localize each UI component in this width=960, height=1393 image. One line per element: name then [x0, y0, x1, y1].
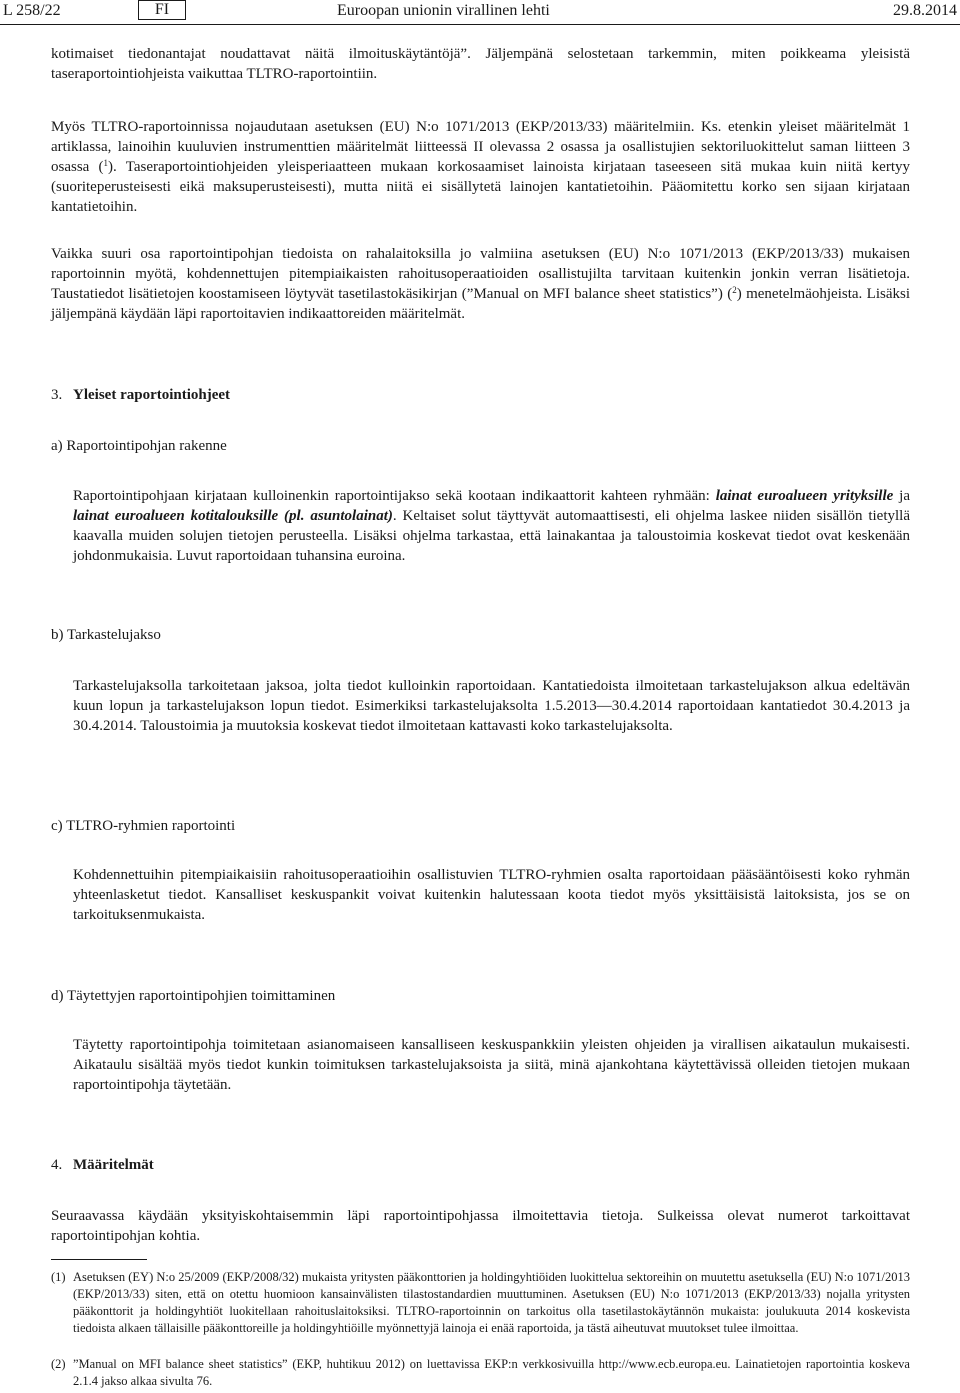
- footnote-ref-1[interactable]: 1: [103, 158, 109, 168]
- paragraph-supplementary-data: Vaikka suuri osa raportointipohjan tiedoista on rahalaitoksilla jo valmiina asetuksen (EU) N:o 1071/2013 (EKP/2013/33) mukaisen raportoinnin myötä, kohdennettujen pitempiaikaisten rahoitusoperaatioiden osallistujilta tarvitaan kuitenkin jonkin verran lisätietoja. Taustatiedot lisätietojen koostamiseen löytyvät tasetilastokäsikirjan (”Manual on MFI balance sheet statistics”) ($^2$) menetelmäohjeista. Lisäksi jäljempänä käydään läpi raportoitavien indikaattoreiden määritelmät.: [51, 246, 911, 322]
- subheading-b: b) Tarkastelujakso: [51, 627, 161, 643]
- footnote-1-text: Asetuksen (EY) N:o 25/2009 (EKP/2008/32) mukaista yritysten pääkonttorien ja holdingyhtiöiden luokittelua sektoreihin on muutettu asetuksella (EU) N:o 1071/2013 (EKP/2013/33) siten, että on otettu huomioon kansainvälisten tilastostandardien muuttuminen. Asetuksen (EU) N:o 1071/2013 (EKP/2013/33) nojalla yritysten pääkonttorit ja holdingyhtiöt luokitellaan rahoituslaitoksiksi. TLTRO-raportoinnin on tarkoitus olla tasetilastokäytännön mukaista: joulukuuta 2014 koskevista tiedoista alkaen tällaisille pääkonttoreille ja holdingyhtiöille myönnettyjä lainoja ei enää raportoida, ja tästä aiheutuvat muutokset tulee ilmoittaa.: [73, 1270, 910, 1335]
- footnote-ref-2[interactable]: 2: [732, 285, 737, 295]
- footnote-rule: [51, 1259, 147, 1260]
- page-reference: L 258/22: [3, 2, 61, 19]
- section-heading-4: 4. Määritelmät: [51, 1157, 154, 1173]
- paragraph-definitions: Myös TLTRO-raportoinnissa nojaudutaan asetuksen (EU) N:o 1071/2013 (EKP/2013/33) määritelmiin. Ks. etenkin yleiset määritelmät 1 artiklassa, lainoihin kuuluvien instrumenttien määritelmät liitteessä II olevassa 2 osassa ja osallistujien sektoriluokittelut saman liitteen 3 osassa ($^1$). Taseraportointiohjeiden yleisperiaatteen mukaan korkosaamiset lainoista kirjataan taseeseen sitä mukaa kuin niitä kertyy (suoriteperusteisesti eikä maksuperusteisesti), mutta niitä ei sisällytetä lainojen kantatietoihin. Pääomitettu korko sen sijaan kirjataan kantatietoihin.: [51, 119, 910, 215]
- paragraph-submission: Täytetty raportointipohja toimitetaan asianomaiseen kansalliseen keskuspankkiin yleisten ohjeiden ja virallisen aikataulun mukaisesti. Aikataulu sisältää myös tiedot kunkin toimituksen tarkastelujaksoista ja siitä, minä ajankohtana käytettävissä olleiden tietojen mukaan raportointipohja täytetään.: [73, 1037, 910, 1093]
- footnote-1-number: (1): [51, 1270, 66, 1284]
- footnote-2-text: ”Manual on MFI balance sheet statistics” (EKP, huhtikuu 2012) on luettavissa EKP:n verkkosivuilla http://www.ecb.europa.eu. Lainatietojen raportointia koskeva 2.1.4 jakso alkaa sivulta 76.: [73, 1357, 910, 1388]
- header-rule: [0, 24, 960, 25]
- paragraph-reporting-period: Tarkastelujaksolla tarkoitetaan jaksoa, jolta tiedot kulloinkin raportoidaan. Kantatiedoista ilmoitetaan tarkastelujakson alkua edeltävän kuun lopun ja tarkastelujakson lopun tiedot. Esimerkiksi tarkastelujaksolta 1.5.2013—30.4.2014 raportoidaan kantatiedot 30.4.2013 ja 30.4.2014. Taloustoimia ja muutoksia koskevat tiedot ilmoitetaan kattavasti koko tarkastelujaksolta.: [73, 678, 910, 734]
- publication-date: 29.8.2014: [893, 2, 957, 19]
- subheading-a: a) Raportointipohjan rakenne: [51, 438, 227, 454]
- paragraph-definitions-intro: Seuraavassa käydään yksityiskohtaisemmin läpi raportointipohjassa ilmoitettavia tietoja. Sulkeissa olevat numerot tarkoittavat raportointipohjan kohtia.: [51, 1208, 910, 1244]
- paragraph-template-structure: Raportointipohjaan kirjataan kulloinenkin raportointijakso sekä kootaan indikaattorit kahteen ryhmään: lainat euroalueen yrityksille ja lainat euroalueen kotitalouksille (pl. asuntolainat). Keltaiset solut täyttyvät automaattisesti, eli ohjelma laskee niiden sisällön tietyllä kaavalla muiden solujen tietojen perusteella. Lisäksi ohjelma tarkastaa, että lainakantaa ja taloustoimia koskevat tiedot ovat keskenään johdonmukaisia. Luvut raportoidaan tuhansina euroina.: [73, 488, 910, 564]
- subheading-c: c) TLTRO-ryhmien raportointi: [51, 818, 236, 834]
- paragraph-group-reporting: Kohdennettuihin pitempiaikaisiin rahoitusoperaatioihin osallistuvien TLTRO-ryhmien osalta raportoidaan pääsääntöisesti koko ryhmän yhteenlasketut tiedot. Kansalliset keskuspankit voivat kuitenkin halutessaan koota tiedot myös yksittäisistä laitoksista, jos se on tarkoituksenmukaista.: [73, 867, 910, 923]
- paragraph-intro-continued: kotimaiset tiedonantajat noudattavat näitä ilmoituskäytäntöjä”. Jäljempänä selostetaan tarkemmin, miten poikkeama yleisistä taseraportointiohjeista vaikuttaa TLTRO-raportointiin.: [51, 46, 910, 82]
- subheading-d: d) Täytettyjen raportointipohjien toimittaminen: [51, 988, 336, 1004]
- footnote-2-number: (2): [51, 1357, 66, 1371]
- page-header: [3, 0, 957, 22]
- language-code-box: FI: [138, 0, 186, 20]
- section-heading-3: 3. Yleiset raportointiohjeet: [51, 387, 231, 403]
- journal-title: Euroopan unionin virallinen lehti: [337, 2, 550, 19]
